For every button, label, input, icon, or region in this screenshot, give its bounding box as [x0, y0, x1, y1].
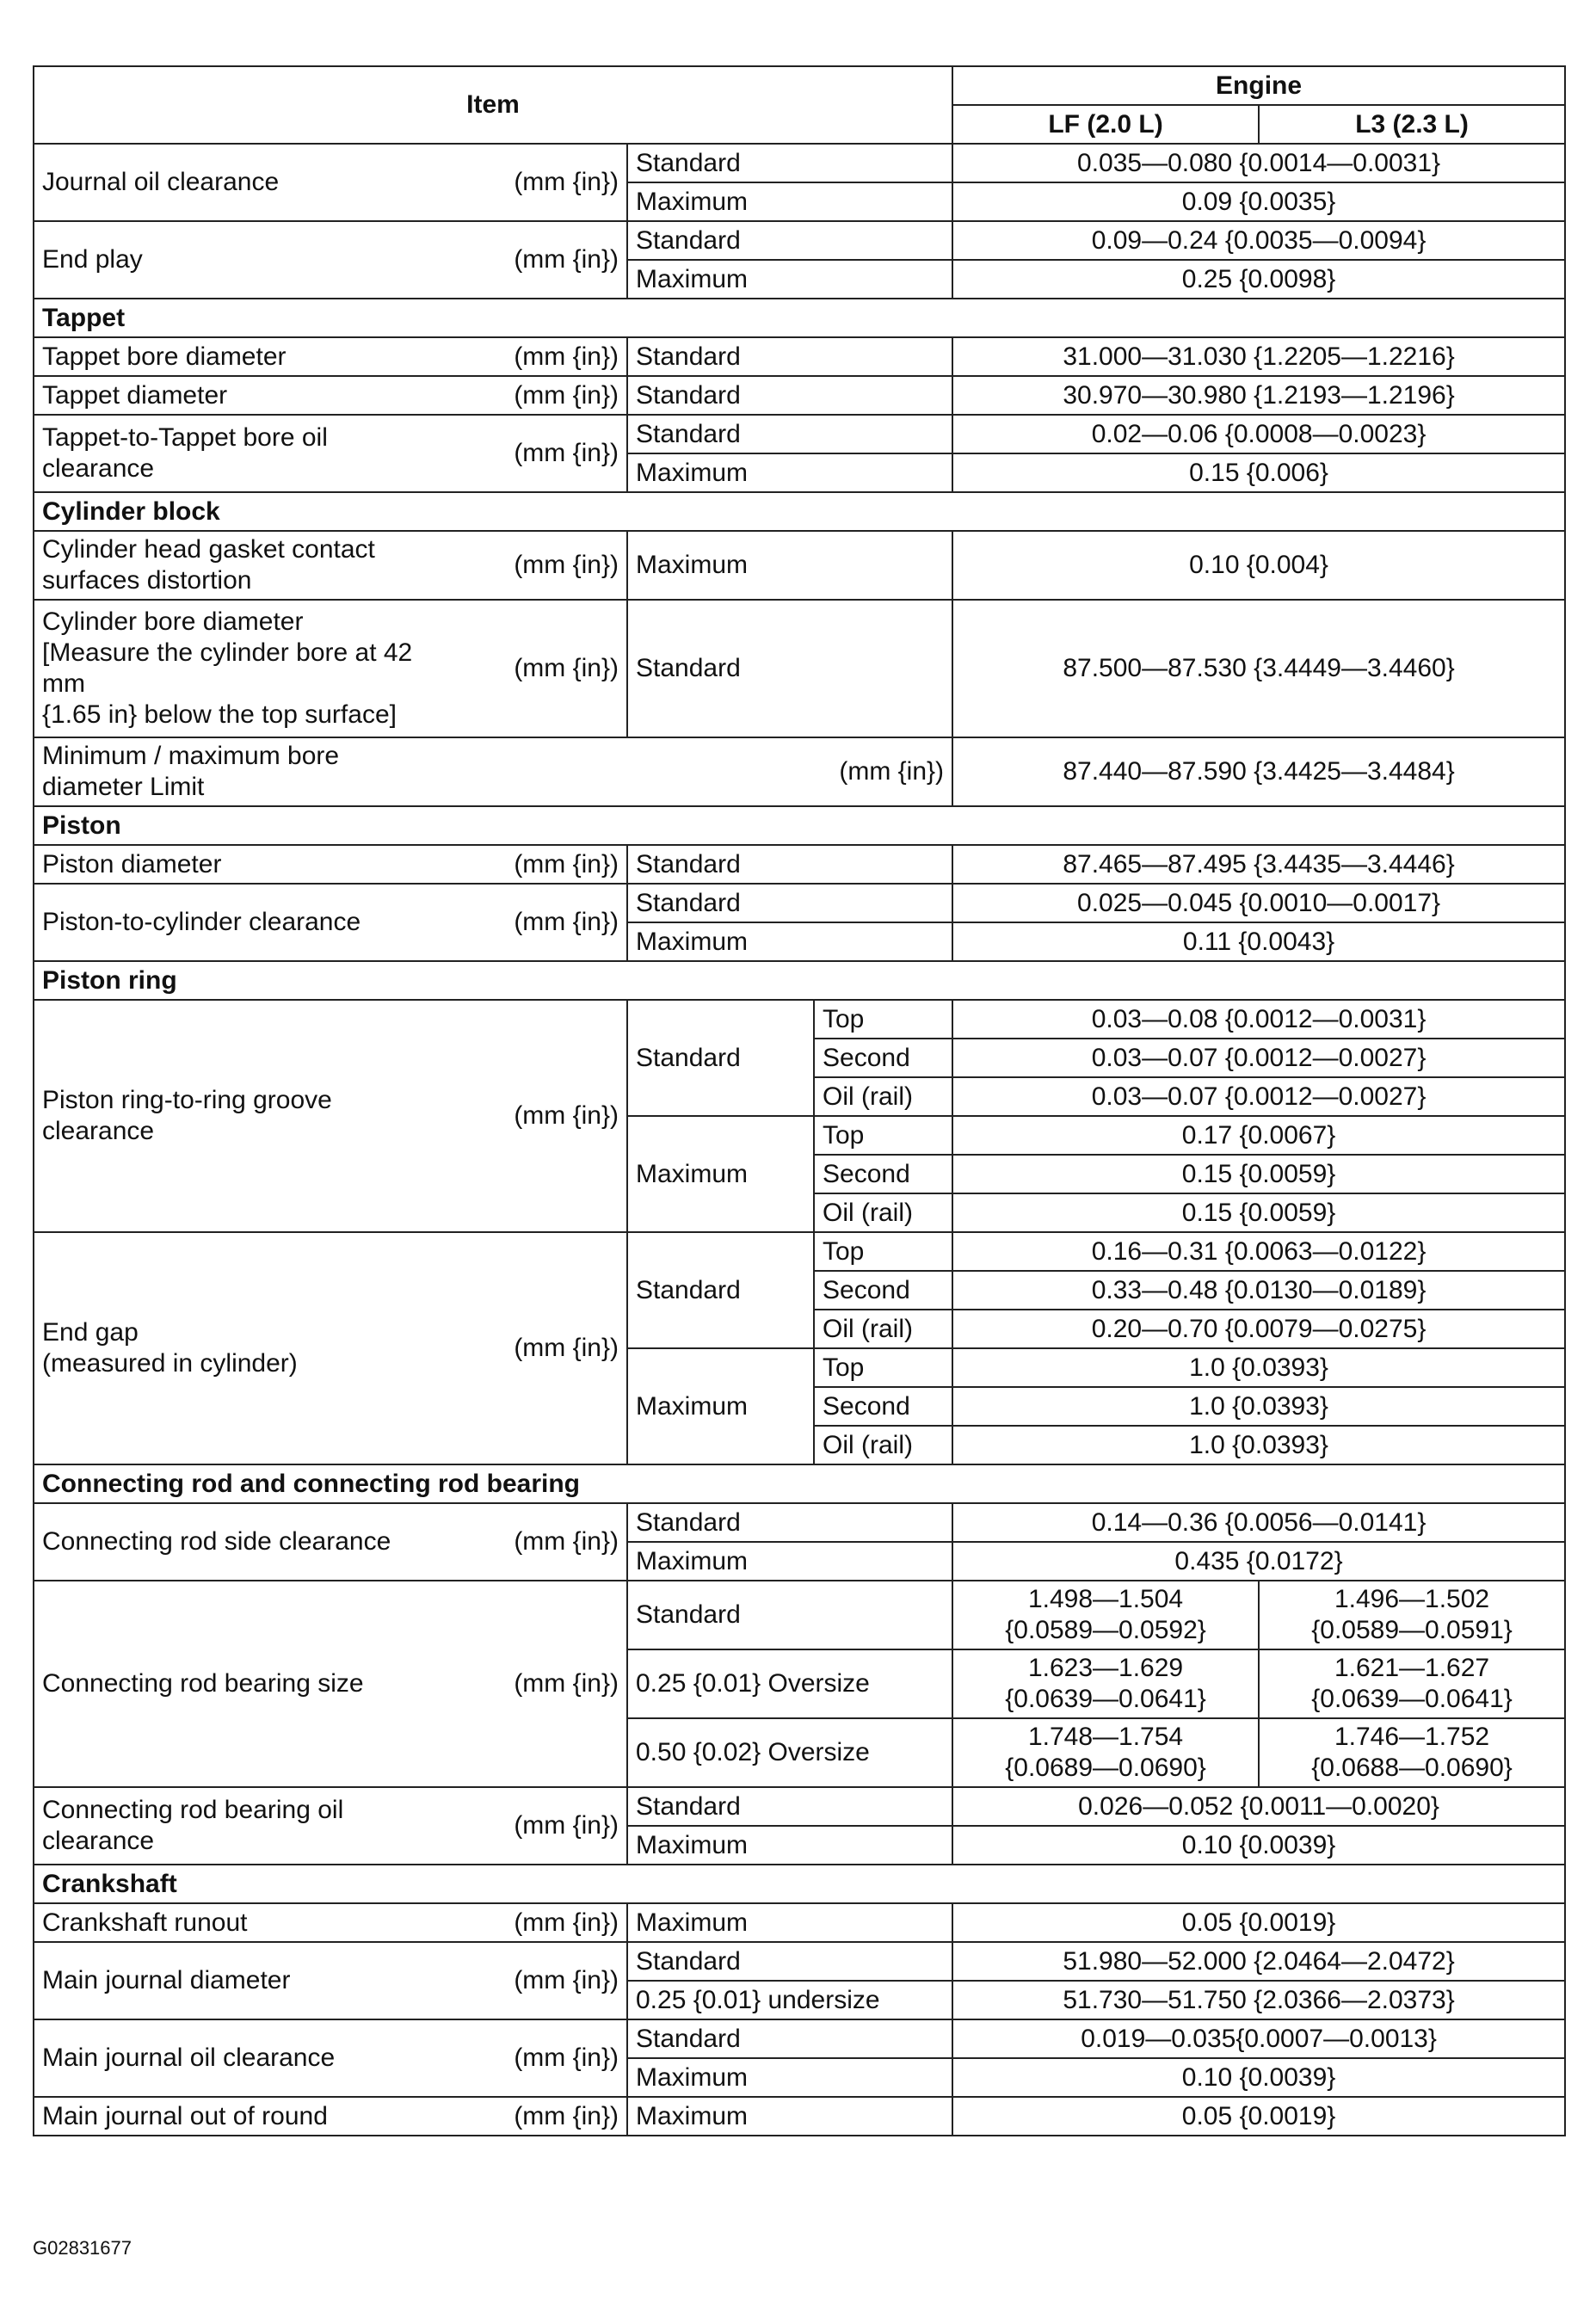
item-name: Piston diameter [42, 849, 222, 878]
spec-value: 0.17 {0.0067} [952, 1116, 1565, 1155]
spec-label: Maximum [627, 2097, 952, 2136]
section-row [34, 299, 1565, 337]
spec-value: 0.10 {0.0039} [952, 2058, 1565, 2097]
spec-row [34, 1581, 1565, 1649]
section-row [34, 806, 1565, 845]
item-name-wrap [34, 2043, 626, 2074]
group-label: Maximum [627, 1348, 814, 1464]
spec-value-text: 1.746—1.752 {0.0688—0.0690} [1311, 1723, 1513, 1782]
item-name: Cylinder bore diameter [Measure the cylinder bore at 42 mm {1.65 in} below the top surface] [42, 607, 413, 729]
spec-value: 1.0 {0.0393} [952, 1348, 1565, 1387]
item-name-cell [34, 376, 627, 415]
item-unit: (mm {in}) [514, 380, 619, 410]
item-unit: (mm {in}) [514, 849, 619, 878]
spec-row [34, 1232, 1565, 1271]
spec-value: 0.03—0.07 {0.0012—0.0027} [952, 1077, 1565, 1116]
spec-value-lf [952, 1718, 1259, 1787]
item-name-wrap [34, 342, 626, 373]
spec-label: Maximum [627, 922, 952, 961]
spec-value: 0.10 {0.004} [952, 531, 1565, 600]
item-name-wrap [34, 849, 626, 880]
item-name-wrap [34, 1908, 626, 1939]
spec-label: Standard [627, 1787, 952, 1826]
section-title: Crankshaft [34, 1865, 1565, 1903]
spec-label: Maximum [627, 1903, 952, 1942]
spec-value: 0.026—0.052 {0.0011—0.0020} [952, 1787, 1565, 1826]
item-name: Tappet diameter [42, 380, 228, 410]
spec-label: Standard [627, 1581, 952, 1649]
ring-label: Second [814, 1271, 952, 1310]
spec-value-text: 1.496—1.502 {0.0589—0.0591} [1311, 1585, 1513, 1644]
ring-label: Top [814, 1116, 952, 1155]
item-name-cell [34, 1942, 627, 2019]
spec-value: 0.435 {0.0172} [952, 1542, 1565, 1581]
item-unit: (mm {in}) [514, 245, 619, 274]
spec-value-text: 1.498—1.504 {0.0589—0.0592} [1005, 1585, 1206, 1644]
section-row [34, 961, 1565, 1000]
spec-value: 0.05 {0.0019} [952, 2097, 1565, 2136]
item-unit: (mm {in}) [514, 1334, 619, 1362]
item-unit: (mm {in}) [514, 1669, 619, 1698]
spec-value: 0.11 {0.0043} [952, 922, 1565, 961]
section-title: Tappet [34, 299, 1565, 337]
item-name-wrap [34, 607, 626, 731]
spec-value: 87.500—87.530 {3.4449—3.4460} [952, 600, 1565, 737]
item-name-wrap [34, 907, 626, 938]
item-name: End gap (measured in cylinder) [42, 1318, 298, 1378]
item-name-wrap [34, 167, 626, 198]
spec-label: 0.25 {0.01} Oversize [627, 1649, 952, 1718]
item-name-cell [34, 337, 627, 376]
item-name: Tappet bore diameter [42, 342, 287, 371]
ring-label: Second [814, 1039, 952, 1077]
spec-value: 0.02—0.06 {0.0008—0.0023} [952, 415, 1565, 453]
item-unit: (mm {in}) [514, 654, 619, 682]
item-unit: (mm {in}) [839, 757, 945, 786]
spec-row [34, 1942, 1565, 1981]
spec-label: Standard [627, 415, 952, 453]
item-name: Piston-to-cylinder clearance [42, 908, 361, 936]
item-unit: (mm {in}) [514, 2044, 619, 2072]
item-name-wrap [34, 1526, 626, 1557]
spec-value: 0.25 {0.0098} [952, 260, 1565, 299]
item-name-wrap [34, 534, 626, 596]
spec-label: Standard [627, 884, 952, 922]
spec-value: 1.0 {0.0393} [952, 1387, 1565, 1426]
spec-value: 0.09 {0.0035} [952, 182, 1565, 221]
item-name: Main journal diameter [42, 1966, 291, 1994]
item-name: Crankshaft runout [42, 1908, 248, 1937]
spec-value-lf [952, 1649, 1259, 1718]
item-name-cell [34, 1581, 627, 1787]
spec-value-l3 [1259, 1649, 1565, 1718]
item-name-cell [34, 600, 627, 737]
item-name: Tappet-to-Tappet bore oil clearance [42, 423, 328, 483]
item-header: Item [34, 66, 952, 144]
section-row [34, 1865, 1565, 1903]
spec-label: Maximum [627, 2058, 952, 2097]
spec-row [34, 2019, 1565, 2058]
ring-label: Oil (rail) [814, 1193, 952, 1232]
spec-value: 31.000—31.030 {1.2205—1.2216} [952, 337, 1565, 376]
spec-value: 0.03—0.07 {0.0012—0.0027} [952, 1039, 1565, 1077]
ring-label: Oil (rail) [814, 1077, 952, 1116]
section-title: Cylinder block [34, 492, 1565, 531]
item-unit: (mm {in}) [514, 908, 619, 936]
item-name-cell [34, 415, 627, 492]
spec-row [34, 1903, 1565, 1942]
item-name-cell [34, 845, 627, 884]
item-name-cell [34, 2019, 627, 2097]
item-unit: (mm {in}) [514, 1908, 619, 1937]
item-name-cell [34, 1903, 627, 1942]
spec-label: Standard [627, 600, 952, 737]
spec-value: 0.025—0.045 {0.0010—0.0017} [952, 884, 1565, 922]
spec-label: Standard [627, 221, 952, 260]
spec-label: Standard [627, 1942, 952, 1981]
item-name-cell [34, 531, 627, 600]
section-row [34, 492, 1565, 531]
ring-label: Top [814, 1232, 952, 1271]
engine-l3-header: L3 (2.3 L) [1259, 105, 1565, 144]
ring-label: Top [814, 1000, 952, 1039]
item-unit: (mm {in}) [514, 1811, 619, 1840]
spec-label: Maximum [627, 453, 952, 492]
item-unit: (mm {in}) [514, 551, 619, 579]
item-name-wrap [34, 1668, 626, 1699]
spec-value: 0.15 {0.0059} [952, 1193, 1565, 1232]
spec-value: 0.019—0.035{0.0007—0.0013} [952, 2019, 1565, 2058]
spec-row [34, 415, 1565, 453]
spec-row [34, 845, 1565, 884]
spec-row [34, 2097, 1565, 2136]
item-name-cell [34, 1503, 627, 1581]
spec-label: Maximum [627, 531, 952, 600]
spec-label: Maximum [627, 1826, 952, 1865]
spec-value: 0.03—0.08 {0.0012—0.0031} [952, 1000, 1565, 1039]
spec-value: 0.09—0.24 {0.0035—0.0094} [952, 221, 1565, 260]
item-name: Piston ring-to-ring groove clearance [42, 1086, 332, 1145]
spec-value: 0.05 {0.0019} [952, 1903, 1565, 1942]
spec-label: Maximum [627, 182, 952, 221]
item-name: Main journal oil clearance [42, 2044, 336, 2072]
item-name: End play [42, 245, 143, 274]
spec-row [34, 1000, 1565, 1039]
spec-value: 0.035—0.080 {0.0014—0.0031} [952, 144, 1565, 182]
spec-row [34, 376, 1565, 415]
spec-value: 51.730—51.750 {2.0366—2.0373} [952, 1981, 1565, 2019]
item-name-wrap [34, 2101, 626, 2132]
item-name-wrap [34, 1965, 626, 1996]
spec-value-lf [952, 1581, 1259, 1649]
spec-label: Maximum [627, 260, 952, 299]
group-label: Standard [627, 1000, 814, 1116]
spec-value: 0.33—0.48 {0.0130—0.0189} [952, 1271, 1565, 1310]
spec-value: 0.20—0.70 {0.0079—0.0275} [952, 1310, 1565, 1348]
spec-value-text: 1.621—1.627 {0.0639—0.0641} [1311, 1654, 1513, 1713]
spec-label: Standard [627, 1503, 952, 1542]
spec-value: 0.15 {0.0059} [952, 1155, 1565, 1193]
item-name-wrap [34, 422, 626, 484]
item-name-cell [34, 221, 627, 299]
spec-value: 0.15 {0.006} [952, 453, 1565, 492]
spec-label: 0.50 {0.02} Oversize [627, 1718, 952, 1787]
figure-id: G02831677 [33, 2237, 132, 2259]
spec-row [34, 737, 1565, 806]
item-name: Minimum / maximum bore diameter Limit [42, 742, 340, 801]
spec-value: 0.16—0.31 {0.0063—0.0122} [952, 1232, 1565, 1271]
item-name-cell [34, 884, 627, 961]
item-name: Connecting rod bearing size [42, 1669, 364, 1698]
group-label: Standard [627, 1232, 814, 1348]
item-name-cell [34, 144, 627, 221]
item-name-cell [34, 1000, 627, 1232]
item-unit: (mm {in}) [514, 1527, 619, 1556]
item-name-wrap [34, 741, 952, 803]
engine-header: Engine [952, 66, 1565, 105]
item-unit: (mm {in}) [514, 2101, 619, 2130]
item-name-cell [34, 2097, 627, 2136]
ring-label: Second [814, 1155, 952, 1193]
spec-row [34, 884, 1565, 922]
spec-row [34, 600, 1565, 737]
spec-value: 1.0 {0.0393} [952, 1426, 1565, 1464]
spec-row [34, 1787, 1565, 1826]
spec-value-l3 [1259, 1718, 1565, 1787]
section-title: Piston [34, 806, 1565, 845]
spec-row [34, 221, 1565, 260]
item-name: Cylinder head gasket contact surfaces distortion [42, 535, 375, 595]
group-label: Maximum [627, 1116, 814, 1232]
spec-value: 87.440—87.590 {3.4425—3.4484} [952, 737, 1565, 806]
spec-label: Standard [627, 2019, 952, 2058]
ring-label: Oil (rail) [814, 1426, 952, 1464]
spec-row [34, 1503, 1565, 1542]
item-name-cell [34, 1232, 627, 1464]
item-name-wrap [34, 1085, 626, 1147]
spec-label: 0.25 {0.01} undersize [627, 1981, 952, 2019]
spec-value-text: 1.623—1.629 {0.0639—0.0641} [1005, 1654, 1206, 1713]
spec-label: Standard [627, 845, 952, 884]
item-name-wrap [34, 1317, 626, 1379]
spec-label: Maximum [627, 1542, 952, 1581]
item-unit: (mm {in}) [514, 168, 619, 196]
header-row [34, 66, 1565, 105]
spec-value-text: 1.748—1.754 {0.0689—0.0690} [1005, 1723, 1206, 1782]
item-name: Main journal out of round [42, 2101, 328, 2130]
item-name-cell [34, 1787, 627, 1865]
item-name: Journal oil clearance [42, 168, 280, 196]
ring-label: Oil (rail) [814, 1310, 952, 1348]
item-unit: (mm {in}) [514, 1966, 619, 1994]
spec-value: 87.465—87.495 {3.4435—3.4446} [952, 845, 1565, 884]
spec-label: Standard [627, 376, 952, 415]
spec-value-l3 [1259, 1581, 1565, 1649]
item-name-wrap [34, 244, 626, 275]
spec-value: 51.980—52.000 {2.0464—2.0472} [952, 1942, 1565, 1981]
ring-label: Second [814, 1387, 952, 1426]
spec-value: 0.14—0.36 {0.0056—0.0141} [952, 1503, 1565, 1542]
spec-row [34, 531, 1565, 600]
section-row [34, 1464, 1565, 1503]
section-title: Piston ring [34, 961, 1565, 1000]
item-name-wrap [34, 1795, 626, 1857]
item-name-cell [34, 737, 952, 806]
spec-row [34, 337, 1565, 376]
engine-lf-header: LF (2.0 L) [952, 105, 1259, 144]
specification-table [33, 65, 1566, 2136]
spec-value: 30.970—30.980 {1.2193—1.2196} [952, 376, 1565, 415]
ring-label: Top [814, 1348, 952, 1387]
spec-row [34, 144, 1565, 182]
spec-label: Standard [627, 144, 952, 182]
section-title: Connecting rod and connecting rod bearing [34, 1464, 1565, 1503]
spec-value: 0.10 {0.0039} [952, 1826, 1565, 1865]
item-name: Connecting rod side clearance [42, 1527, 391, 1556]
item-name-wrap [34, 380, 626, 411]
item-name: Connecting rod bearing oil clearance [42, 1796, 344, 1855]
item-unit: (mm {in}) [514, 342, 619, 371]
spec-label: Standard [627, 337, 952, 376]
item-unit: (mm {in}) [514, 1101, 619, 1130]
item-unit: (mm {in}) [514, 439, 619, 467]
